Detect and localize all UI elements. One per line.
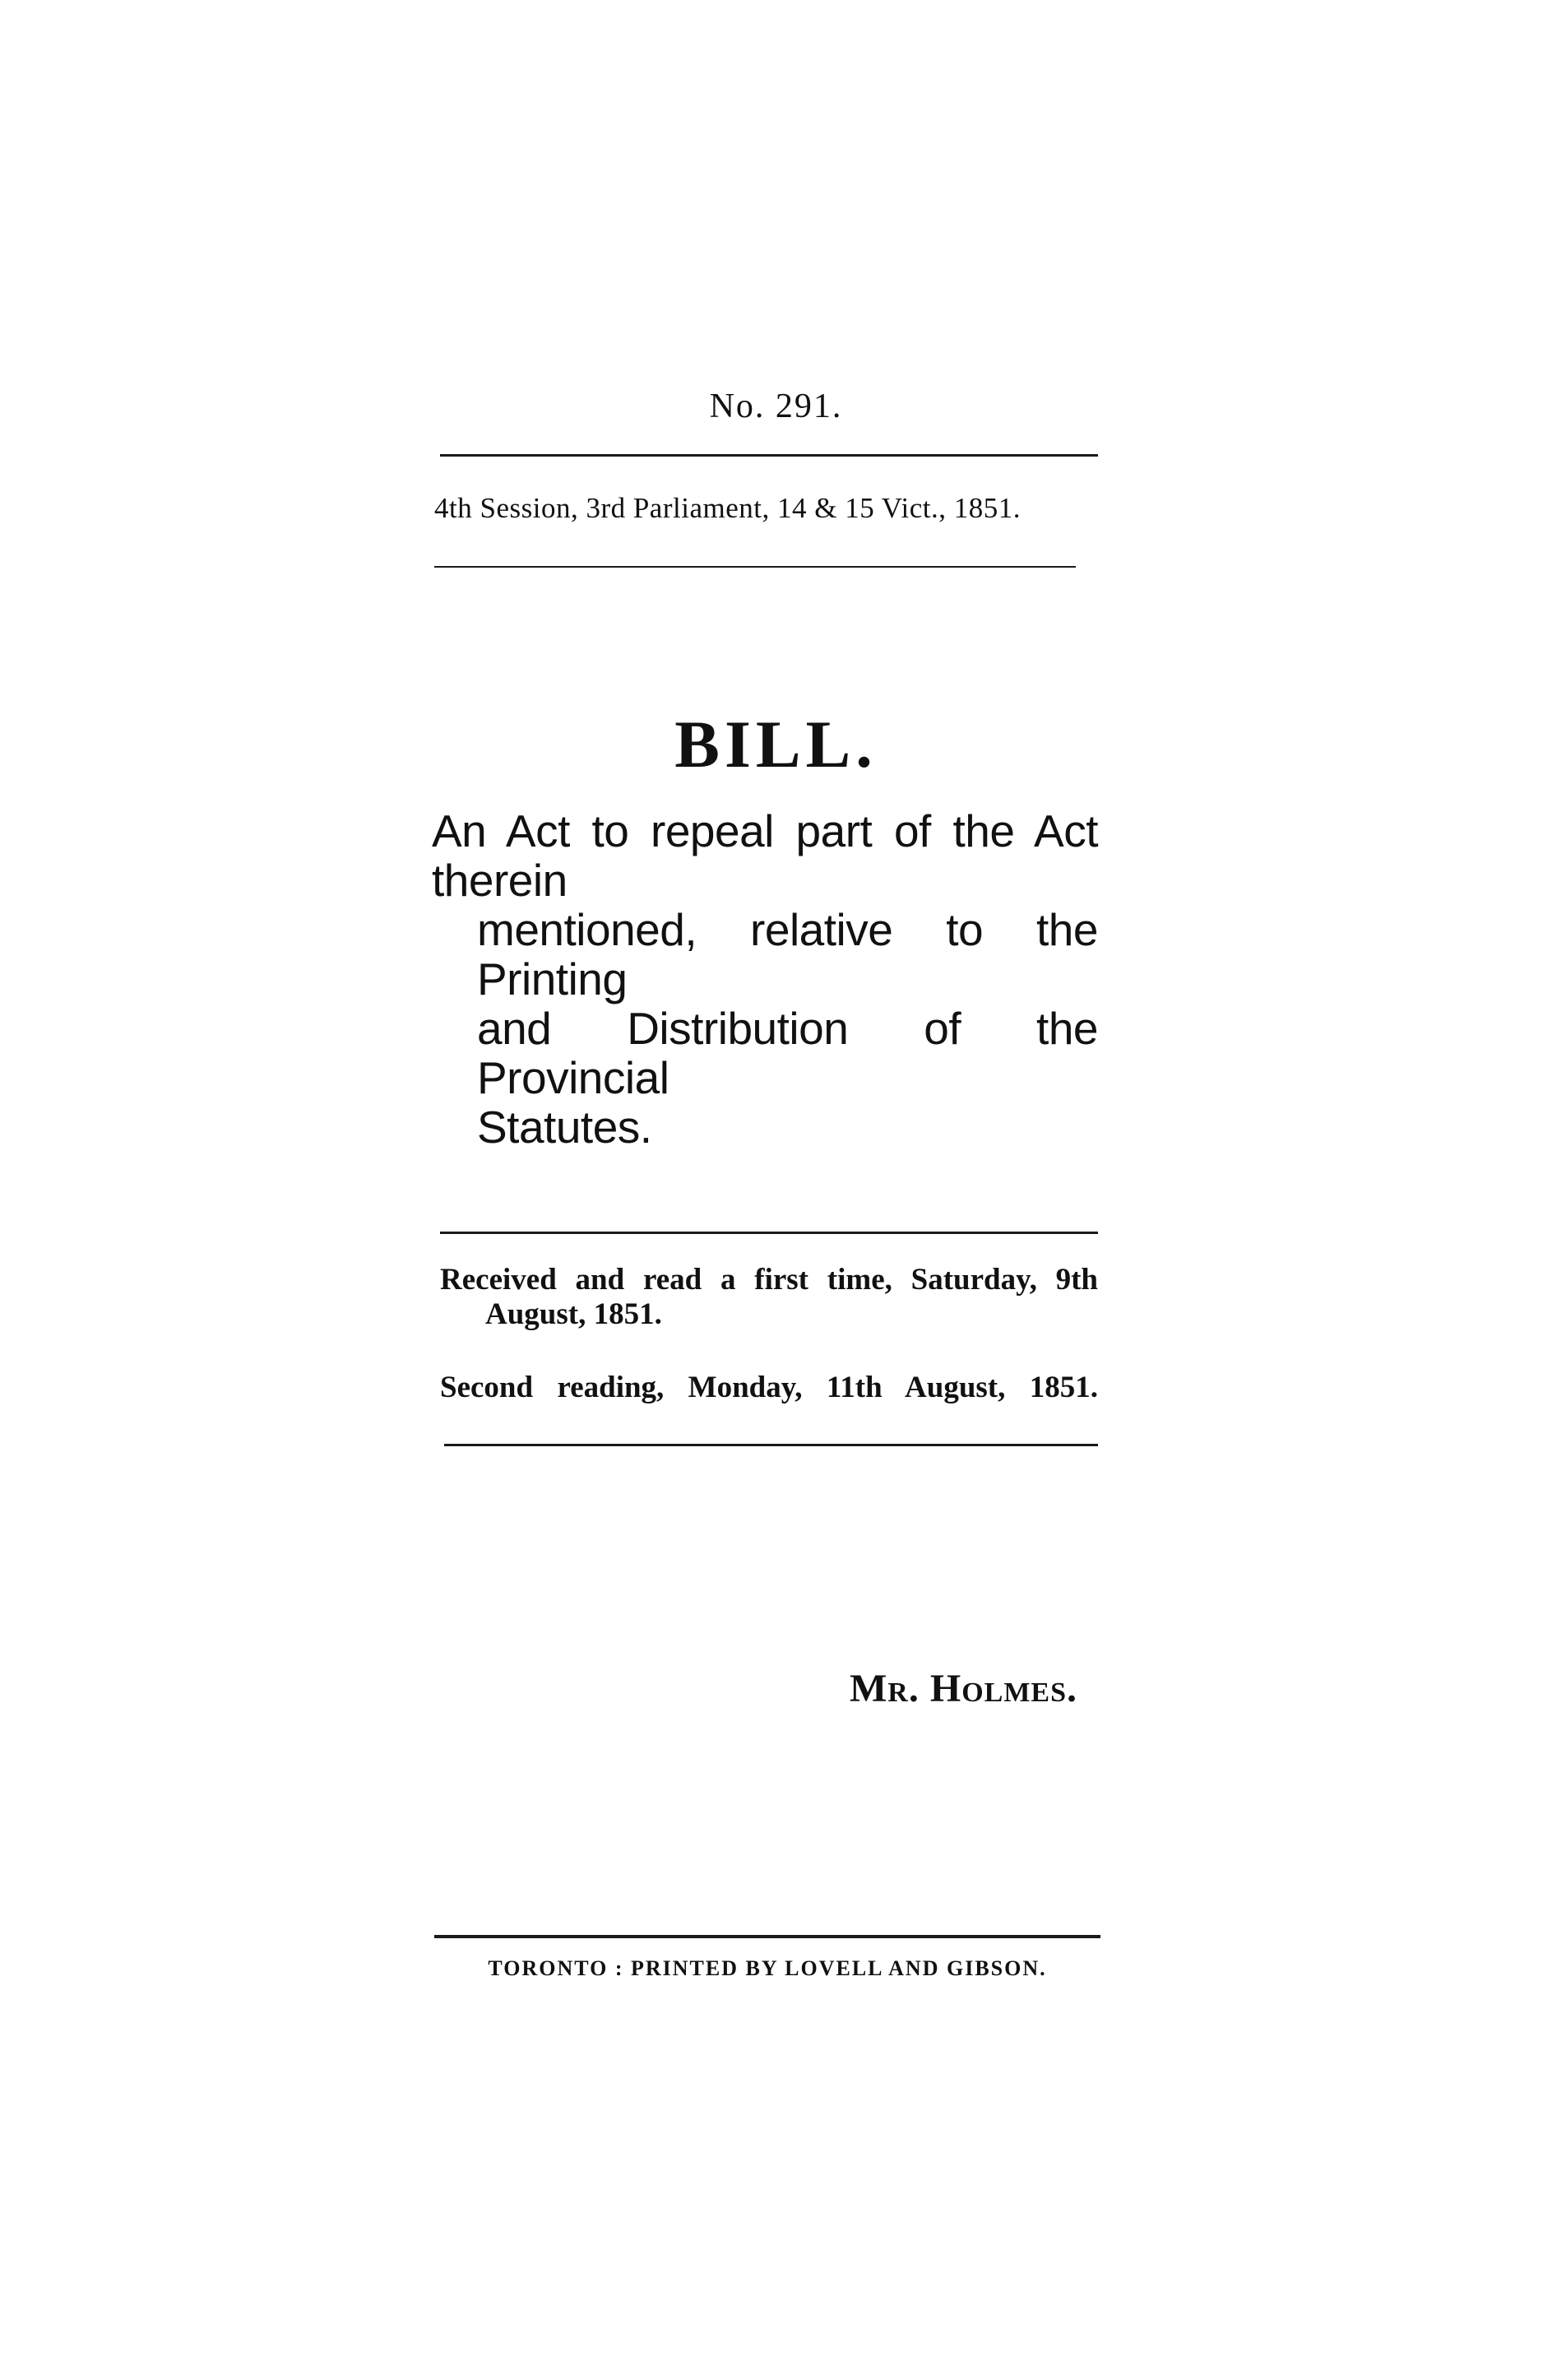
rule-below-readings [444,1444,1098,1446]
first-reading-note [440,1263,1098,1332]
printer-imprint: TORONTO : PRINTED BY LOVELL AND GIBSON. [488,1956,1047,1980]
rule-above-readings [440,1232,1098,1234]
act-title [432,806,1098,1152]
first-reading-line: August, 1851. [485,1297,662,1331]
first-reading-line: Received and read a first time, Saturday, 9th [440,1263,1098,1297]
act-line: Statutes. [477,1102,652,1153]
bill-heading: BILL. [674,707,878,782]
bill-number: No. 291. [709,387,843,425]
act-line: mentioned, relative to the Printing [477,904,1098,1004]
session-line: 4th Session, 3rd Parliament, 14 & 15 Vict., 1851. [434,492,1021,524]
rule-above-printer [434,1935,1100,1938]
rule-top [440,454,1098,457]
second-reading-note: Second reading, Monday, 11th August, 1851. [440,1371,1098,1404]
act-line: An Act to repeal part of the Act therein [432,805,1098,906]
sponsor-name: Mr. Holmes. [850,1667,1077,1710]
act-line: and Distribution of the Provincial [477,1003,1098,1103]
rule-under-session [434,566,1076,568]
